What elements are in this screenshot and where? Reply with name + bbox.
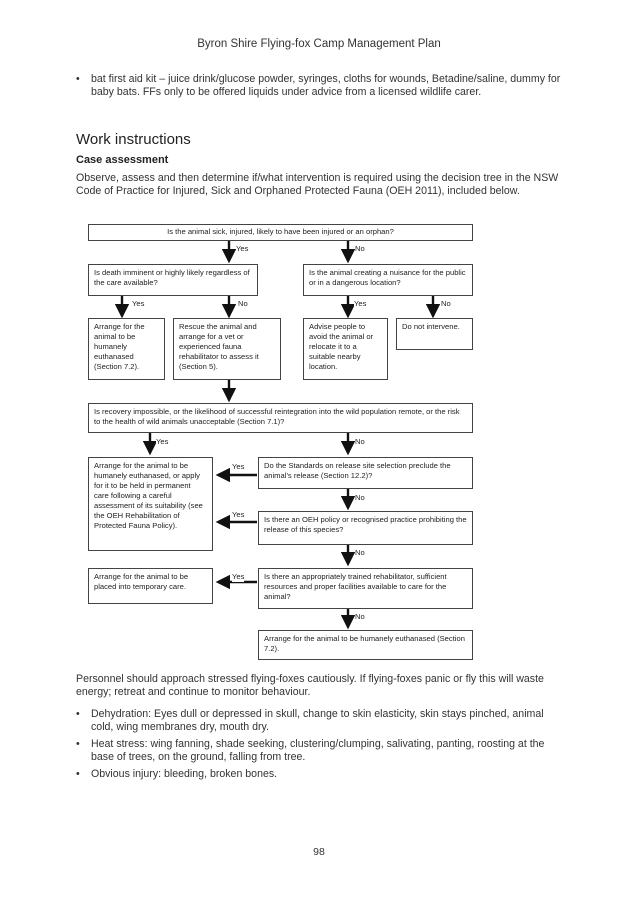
subheading: Case assessment xyxy=(76,154,169,166)
action-rescue: Rescue the animal and arrange for a vet or experienced fauna rehabilitator to assess it (Section 5). xyxy=(173,318,281,380)
intro-paragraph: Observe, assess and then determine if/what intervention is required using the decision tree in the NSW Code of Practice for Injured, Sick and Orphaned Protected Fauna (OEH 2011), included below. xyxy=(76,172,559,197)
action-advise: Advise people to avoid the animal or relocate it to a suitable nearby location. xyxy=(303,318,388,380)
list-item: • Heat stress: wing fanning, shade seeking, clustering/clumping, salivating, panting, roosting at the base of trees, on the ground, falling from tree. xyxy=(76,738,566,764)
page-number: 98 xyxy=(313,846,325,858)
page-header: Byron Shire Flying-fox Camp Management Plan xyxy=(197,38,441,50)
action-final-euthanase: Arrange for the animal to be humanely euthanased (Section 7.2). xyxy=(258,630,473,660)
question-sick-injured: Is the animal sick, injured, likely to have been injured or an orphan? xyxy=(88,224,473,241)
question-standards: Do the Standards on release site selection preclude the animal’s release (Section 12.2)? xyxy=(258,457,473,489)
action-do-not-intervene: Do not intervene. xyxy=(396,318,473,350)
no-label: No xyxy=(355,612,365,621)
yes-label: Yes xyxy=(236,244,249,253)
no-label: No xyxy=(355,548,365,557)
no-label: No xyxy=(238,299,248,308)
symptom-bullet-list xyxy=(76,708,566,785)
yes-label: Yes xyxy=(132,299,145,308)
yes-label: Yes xyxy=(354,299,367,308)
yes-label: Yes xyxy=(232,462,245,471)
question-recovery: Is recovery impossible, or the likelihood of successful reintegration into the wild population remote, or the risk to the health of wild animals unacceptable (Section 7.1)? xyxy=(88,403,473,433)
no-label: No xyxy=(441,299,451,308)
question-rehabilitator: Is there an appropriately trained rehabilitator, sufficient resources and proper facilities available to care for the animal? xyxy=(258,568,473,609)
action-temporary-care: Arrange for the animal to be placed into temporary care. xyxy=(88,568,213,604)
list-item: • Obvious injury: bleeding, broken bones. xyxy=(76,768,566,781)
section-title: Work instructions xyxy=(76,131,191,148)
action-permanent-care: Arrange for the animal to be humanely euthanased, or apply for it to be held in permanent care following a careful assessment of its suitability (see the OEH Rehabilitation of Protected Fauna Policy). xyxy=(88,457,213,551)
question-death-imminent: Is death imminent or highly likely regardless of the care available? xyxy=(88,264,258,296)
yes-label: Yes xyxy=(232,572,245,581)
yes-label: Yes xyxy=(232,510,245,519)
question-nuisance: Is the animal creating a nuisance for the public or in a dangerous location? xyxy=(303,264,473,296)
no-label: No xyxy=(355,437,365,446)
question-oeh-policy: Is there an OEH policy or recognised practice prohibiting the release of this species? xyxy=(258,511,473,545)
list-item: • bat first aid kit – juice drink/glucose powder, syringes, cloths for wounds, Betadine/saline, dummy for baby bats. FFs only to be offered liquids under advice from a licensed wildlife carer. xyxy=(76,73,566,99)
personnel-paragraph: Personnel should approach stressed flying-foxes cautiously. If flying-foxes panic or fly this will waste energy; retreat and continue to monitor behaviour. xyxy=(76,673,544,698)
no-label: No xyxy=(355,244,365,253)
no-label: No xyxy=(355,493,365,502)
action-euthanase: Arrange for the animal to be humanely euthanased (Section 7.2). xyxy=(88,318,165,380)
list-item: • Dehydration: Eyes dull or depressed in skull, change to skin elasticity, skin stays pinched, animal cold, wing membranes dry, mouth dry. xyxy=(76,708,566,734)
yes-label: Yes xyxy=(156,437,169,446)
